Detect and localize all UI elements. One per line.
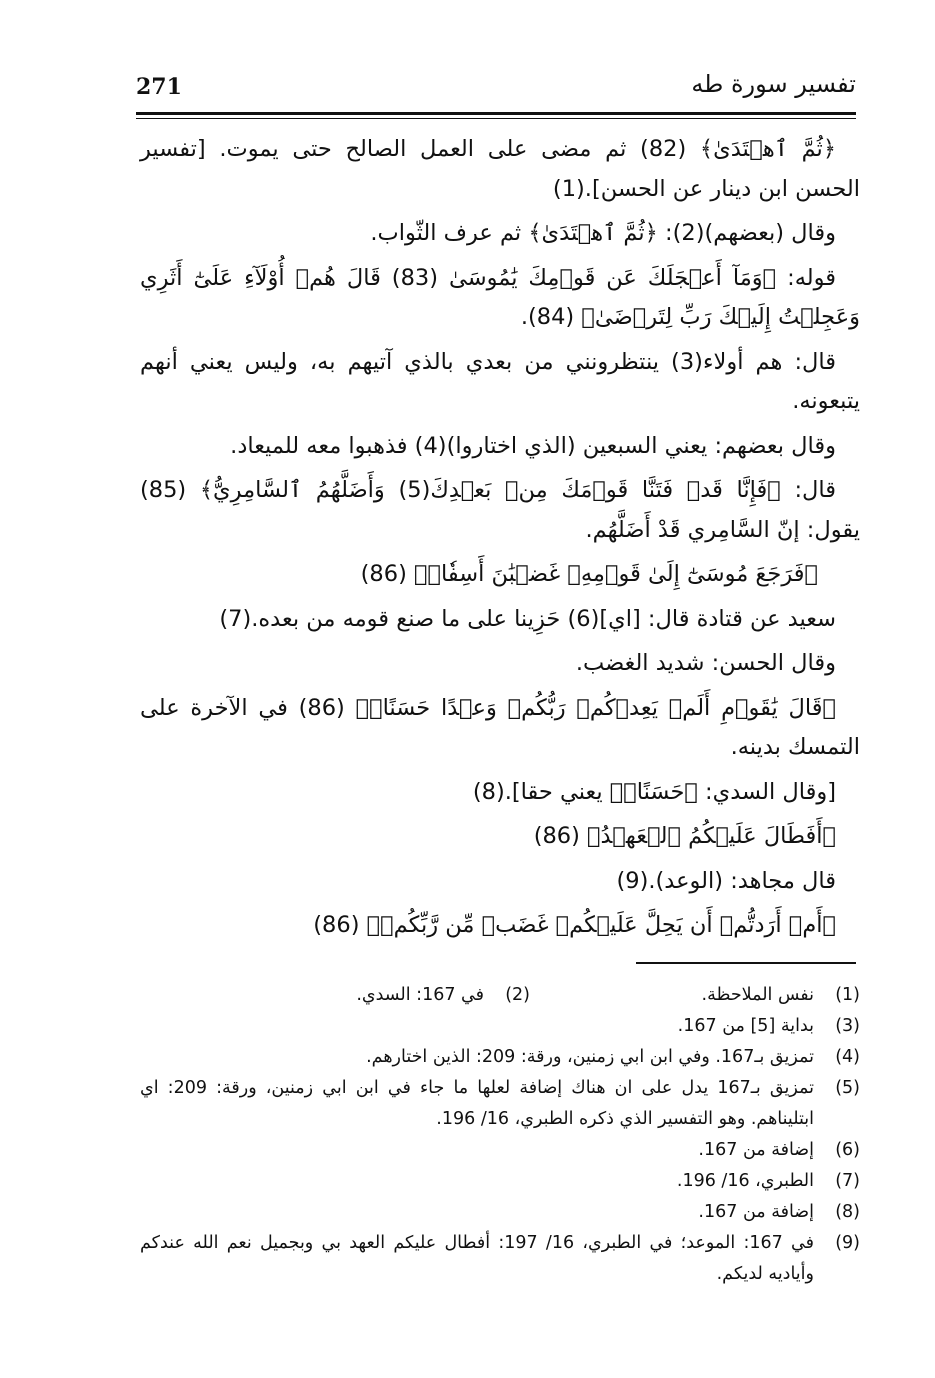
paragraph: سعيد عن قتادة قال: [اي](6) حَزِينا على ما صنع قومه من بعده.(7): [219, 605, 836, 632]
footnote-number: (3): [835, 1016, 860, 1036]
paragraph: قال: ﴿فَإِنَّا قَدۡ فَتَنَّا قَوۡمَكَ مِنۢ بَعۡدِكَ(5) وَأَضَلَّهُمُ ٱلسَّامِرِيُّ﴾ (85) يقول: إنّ السَّامِري قَدْ أَضَلَّهُم.: [140, 477, 860, 543]
footnote-text: الطبري، 16/ 196.: [676, 1171, 814, 1191]
paragraph: ﴿ثُمَّ ٱهۡتَدَىٰ﴾ (82) ثم مضى على العمل الصالح حتى يموت. [تفسير الحسن ابن دينار عن الحسن].(1): [140, 136, 860, 202]
paragraph: قوله: ﴿وَمَآ أَعۡجَلَكَ عَن قَوۡمِكَ يَٰمُوسَىٰ (83) قَالَ هُمۡ أُوْلَآءِ عَلَىٰٓ أَثَرِي وَعَجِلۡتُ إِلَيۡكَ رَبِّ لِتَرۡضَىٰ﴾ (84).: [140, 264, 860, 330]
footnote-text: في 167: الموعد؛ في الطبري، 16/ 197: أفطال عليكم العهد بي وبجميل نعم الله عندكم وأياديه لديكم.: [140, 1233, 814, 1284]
running-title: تفسير سورة طه: [691, 70, 856, 98]
page-number: 271: [136, 74, 182, 100]
paragraph: قال: هم أولاء(3) ينتظرونني من بعدي بالذي آتيهم به، وليس يعني أنهم يتبعونه.: [140, 348, 860, 414]
footnote-separator: [636, 962, 856, 964]
page-header: [136, 70, 856, 112]
footnote-number: (7): [835, 1171, 860, 1191]
footnote: [140, 1228, 860, 1290]
footnote-text: تمزيق بـ167 يدل على ان هناك إضافة لعلها ما جاء في ابن ابي زمنين، ورقة: 209: اي ابتليناهم. وهو التفسير الذي ذكره الطبري، 16/ 196.: [140, 1078, 814, 1129]
footnote: [140, 1135, 860, 1166]
footnote-text: في 167: السدي.: [356, 985, 484, 1005]
footnote-number: (6): [835, 1140, 860, 1160]
footnote-text: بداية [5] من 167.: [677, 1016, 814, 1036]
footnote: [140, 1197, 860, 1228]
paragraph: [وقال السدي: ﴿حَسَنًاۚ﴾ يعني حقا].(8): [472, 778, 836, 805]
footnote-number: (1): [835, 985, 860, 1005]
footnote: [140, 1042, 860, 1073]
paragraph: وقال بعضهم: يعني السبعين (الذي اختاروا)(4) فذهبوا معه للميعاد.: [230, 432, 836, 459]
paragraph: ﴿قَالَ يَٰقَوۡمِ أَلَمۡ يَعِدۡكُمۡ رَبُّكُمۡ وَعۡدًا حَسَنًاۚ﴾ (86) في الآخرة على التمسك بدينه.: [140, 694, 860, 760]
paragraph: وقال (بعضهم)(2): ﴿ثُمَّ ٱهۡتَدَىٰ﴾ ثم عرف الثّواب.: [370, 220, 836, 246]
paragraph: وقال الحسن: شديد الغضب.: [575, 650, 836, 676]
header-rule-thin: [136, 118, 856, 119]
footnote-text: نفس الملاحظة.: [701, 985, 814, 1005]
footnote: [140, 1011, 860, 1042]
footnote-row: [140, 980, 860, 1011]
footnote-text: إضافة من 167.: [698, 1202, 814, 1222]
footnote-number: (2): [505, 985, 530, 1005]
footnotes: [140, 980, 860, 1290]
footnote: [140, 1166, 860, 1197]
header-rule-thick: [136, 112, 856, 115]
paragraph: قال مجاهد: (الوعد).(9): [616, 867, 836, 894]
body-text: [140, 130, 860, 951]
paragraph: ﴿أَفَطَالَ عَلَيۡكُمُ ٱلۡعَهۡدُ﴾ (86): [533, 823, 836, 849]
footnote: [200, 980, 530, 1011]
paragraph: ﴿فَرَجَعَ مُوسَىٰٓ إِلَىٰ قَوۡمِهِۦ غَضۡبَٰنَ أَسِفٗاۚ﴾ (86): [360, 561, 818, 587]
footnote: [530, 980, 860, 1011]
footnote-text: إضافة من 167.: [698, 1140, 814, 1160]
footnote-number: (8): [835, 1202, 860, 1222]
footnote: [140, 1073, 860, 1135]
footnote-number: (4): [835, 1047, 860, 1067]
paragraph: ﴿أَمۡ أَرَدتُّمۡ أَن يَحِلَّ عَلَيۡكُمۡ غَضَبٞ مِّن رَّبِّكُمۡ﴾ (86): [313, 912, 836, 938]
footnote-number: (9): [835, 1233, 860, 1253]
footnote-text: تمزيق بـ167. وفي ابن ابي زمنين، ورقة: 209: الذين اختارهم.: [366, 1047, 814, 1067]
footnote-number: (5): [835, 1078, 860, 1098]
